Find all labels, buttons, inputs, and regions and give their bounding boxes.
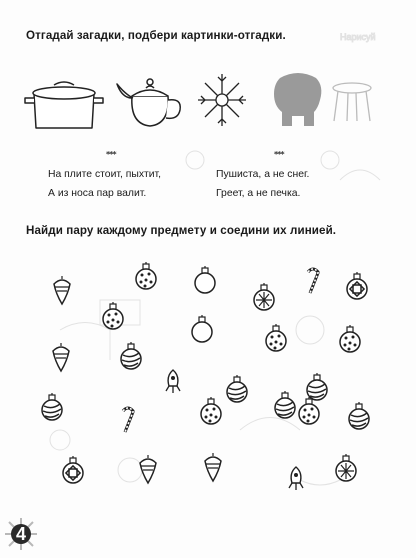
ornament-cross-icon[interactable] — [251, 283, 277, 313]
ornament-stripes-icon[interactable] — [118, 342, 144, 372]
teapot-icon[interactable] — [112, 70, 186, 130]
rocket-ornament-icon[interactable] — [283, 465, 309, 495]
ornament-cross-icon[interactable] — [333, 454, 359, 484]
snowflake-icon[interactable] — [194, 70, 250, 130]
task1-heading: Отгадай загадки, подбери картинки-отгадки. — [26, 29, 286, 42]
riddle1-line2: А из носа пар валит. — [48, 188, 147, 199]
riddle1-stars: *** — [106, 150, 116, 159]
ornament-dots-icon[interactable] — [133, 262, 159, 292]
stool-icon[interactable] — [330, 80, 374, 124]
task2-heading: Найди пару каждому предмету и соедини их линией. — [26, 224, 337, 237]
ornament-plain-icon[interactable] — [192, 266, 218, 296]
page-number-badge — [4, 517, 38, 551]
riddle2-stars: *** — [274, 150, 284, 159]
drop-ornament-icon[interactable] — [200, 453, 226, 483]
ornament-star-icon[interactable] — [344, 272, 370, 302]
ornament-dots-icon[interactable] — [198, 397, 224, 427]
riddle2-text — [216, 165, 309, 203]
rocket-ornament-icon[interactable] — [160, 368, 186, 398]
ornament-stripes-icon[interactable] — [272, 391, 298, 421]
ornament-plain-icon[interactable] — [189, 315, 215, 345]
svg-text:Нарисуй: Нарисуй — [340, 32, 376, 42]
page-number: 4 — [15, 524, 26, 544]
pot-icon[interactable] — [22, 72, 106, 132]
ornament-dots-icon[interactable] — [100, 302, 126, 332]
riddle1-line1: На плите стоит, пыхтит, — [48, 169, 162, 180]
candy-cane-icon[interactable] — [115, 405, 141, 435]
ornament-stripes-icon[interactable] — [224, 375, 250, 405]
drop-ornament-icon[interactable] — [135, 455, 161, 485]
riddle2-line1: Пушиста, а не снег. — [216, 169, 310, 180]
candy-cane-icon[interactable] — [300, 266, 326, 296]
ornament-dots-icon[interactable] — [337, 325, 363, 355]
ornament-dots-icon[interactable] — [263, 324, 289, 354]
ornament-dots-icon[interactable] — [296, 397, 322, 427]
ornament-stripes-icon[interactable] — [346, 402, 372, 432]
dog-icon[interactable] — [270, 68, 328, 130]
riddle1-text — [48, 165, 161, 203]
drop-ornament-icon[interactable] — [49, 276, 75, 306]
ornament-stripes-icon[interactable] — [39, 393, 65, 423]
drop-ornament-icon[interactable] — [48, 343, 74, 373]
ornament-star-icon[interactable] — [60, 456, 86, 486]
riddle2-line2: Греет, а не печка. — [216, 188, 301, 199]
